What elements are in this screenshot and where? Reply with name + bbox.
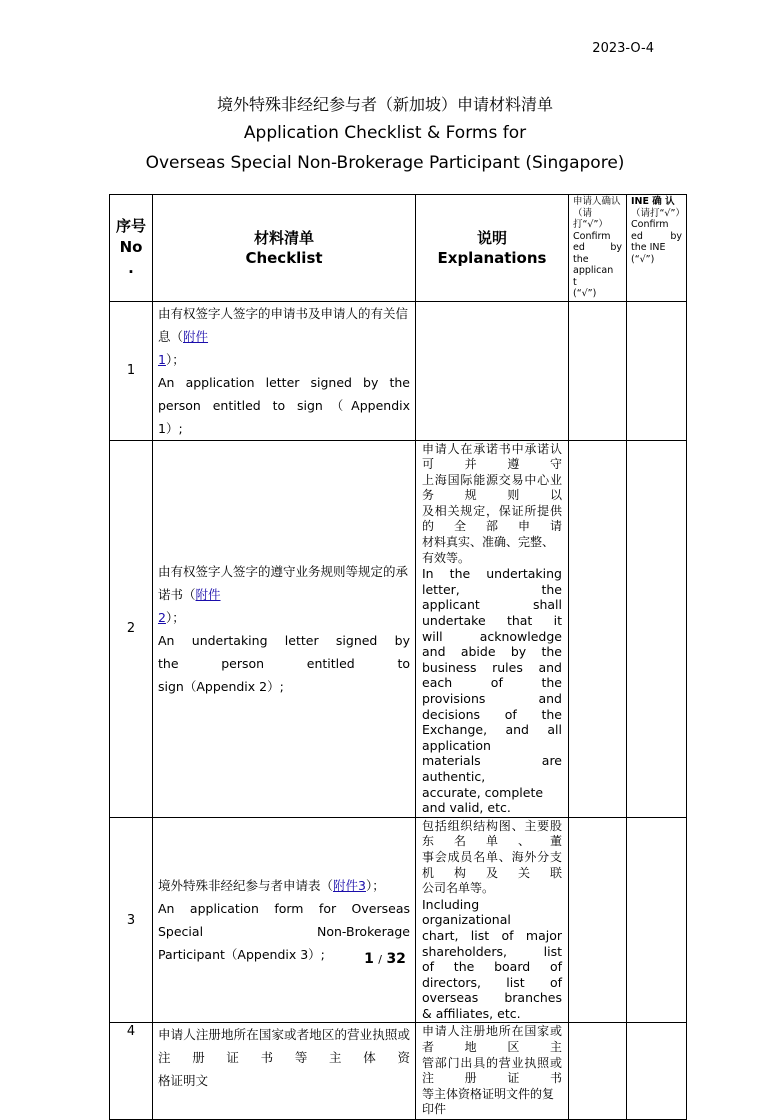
ine-confirm-cell[interactable] (627, 1023, 687, 1120)
ine-confirm-cell[interactable] (627, 301, 687, 440)
checklist-cn-end: ）； (365, 878, 385, 894)
appendix-3-link[interactable]: 附件3 (333, 878, 366, 894)
explanation-en-line: & affiliates, etc. (422, 1005, 521, 1021)
appendix-2-link[interactable]: 附件 (195, 586, 221, 602)
applicant-confirm-cell[interactable] (569, 1023, 627, 1120)
explanation-en-line: business rules and (422, 659, 562, 675)
header-explanations (416, 195, 569, 302)
header-no-cn: 序号 (115, 217, 146, 236)
explanation-en-line: decisions of the (422, 706, 562, 722)
header-applicant-en-3: the (573, 253, 589, 265)
page-number: 1 (364, 951, 374, 967)
ine-confirm-cell[interactable] (627, 440, 687, 817)
checklist-en-line: Special Non-Brokerage (158, 924, 410, 940)
table-row (110, 817, 687, 1023)
title-block (0, 92, 770, 178)
explanation-en-line: and valid, etc. (422, 800, 511, 816)
explanation-cn-line: 等主体资格证明文件的复印件 (422, 1086, 555, 1117)
appendix-1-link-number[interactable]: 1 (158, 351, 166, 367)
explanation-cn-line: 及相关规定，保证所提供的全部申请 (422, 503, 562, 534)
row-number: 2 (110, 440, 153, 817)
row-number: 3 (110, 817, 153, 1023)
checklist-cn (158, 302, 410, 371)
explanation-en-line: In the undertaking (422, 566, 562, 582)
header-applicant-en-4: applican (573, 265, 614, 276)
explanation-en-line: application (422, 737, 491, 753)
header-checklist (153, 195, 416, 302)
applicant-confirm-cell[interactable] (569, 301, 627, 440)
header-no (110, 195, 153, 302)
explanation-en-line: undertake that it (422, 613, 562, 629)
header-applicant-en-1: Confirm (573, 230, 611, 242)
checklist-cell (153, 301, 416, 440)
page-total: 32 (386, 951, 406, 967)
checklist-en-line: Participant（Appendix 3）; (158, 947, 325, 963)
table-row (110, 440, 687, 817)
checklist-cell (153, 440, 416, 817)
header-checklist-cn: 材料清单 (253, 228, 314, 247)
checklist-cell (153, 817, 416, 1023)
title-english-line-1: Application Checklist & Forms for (243, 123, 527, 143)
applicant-confirm-cell[interactable] (569, 817, 627, 1023)
checklist-cn-end: ）； (165, 351, 185, 367)
header-row (110, 195, 687, 302)
row-number: 4 (110, 1023, 153, 1120)
header-applicant-confirm (569, 195, 627, 302)
checklist-cn-text: 由有权签字人签字的申请书及申请人的有关信息（ (158, 305, 409, 344)
header-checklist-en: Checklist (245, 248, 323, 267)
explanation-en-line: and abide by the (422, 644, 562, 660)
title-chinese: 境外特殊非经纪参与者（新加坡）申请材料清单 (216, 95, 553, 114)
explanation-cell (416, 817, 569, 1023)
explanation-cn-line: 上海国际能源交易中心业务规则以 (422, 472, 562, 503)
row-number: 1 (110, 301, 153, 440)
checklist-en-line: 1）; (158, 420, 183, 436)
explanation-en-line: accurate, complete (422, 784, 544, 800)
explanation-cn-line: 管部门出具的营业执照或注册证书 (422, 1055, 562, 1086)
explanation-cn-line: 包括组织结构图、主要股东名单、董 (422, 818, 562, 849)
checklist-cn-line: 申请人注册地所在国家或者地区的营业执照或注册证书等主体资 (158, 1027, 410, 1066)
explanation-en-line: authentic, (422, 768, 486, 784)
appendix-1-link[interactable]: 附件 (183, 328, 209, 344)
header-no-en: No (119, 238, 143, 257)
checklist-cn-text: 境外特殊非经纪参与者申请表（ (158, 878, 334, 894)
explanation-en-line: each of the (422, 675, 562, 691)
explanation-en-line: Including (422, 896, 480, 912)
explanation-cn-line: 申请人注册地所在国家或者地区主 (422, 1024, 562, 1055)
page-separator: / (378, 953, 382, 966)
checklist-table (109, 194, 687, 1120)
explanation-cell (416, 301, 569, 440)
explanation-cn-line: 公司名单等。 (422, 881, 495, 896)
checklist-cn-text: 由有权签字人签字的遵守业务规则等规定的承诺书（ (158, 563, 409, 602)
checklist-en-line: person entitled to sign（Appendix (158, 397, 410, 413)
checklist-en-line: An undertaking letter signed by (158, 632, 410, 648)
explanation-en-line: overseas branches (422, 990, 562, 1006)
explanation-en-line: organizational (422, 912, 511, 928)
ine-confirm-cell[interactable] (627, 817, 687, 1023)
explanation-cn-line: 事会成员名单、海外分支机构及关联 (422, 849, 562, 880)
applicant-confirm-cell[interactable] (569, 440, 627, 817)
header-explanations-en: Explanations (437, 248, 547, 267)
table-row (110, 1023, 687, 1120)
header-ine-en-4: (“√”) (631, 253, 655, 265)
checklist-cell (153, 1023, 416, 1120)
explanation-en-line: will acknowledge (422, 628, 562, 644)
header-ine-confirm (627, 195, 687, 302)
header-applicant-cn: 申请人确认（请打“√”） (573, 196, 621, 230)
checklist-cn-end: ）； (165, 609, 185, 625)
header-applicant-en-5: t (573, 276, 577, 288)
header-applicant-en-2: ed by (573, 242, 622, 253)
checklist-cn (158, 874, 410, 897)
explanation-en-line: letter, the (422, 581, 562, 597)
header-explanations-cn: 说明 (476, 228, 507, 247)
header-applicant-en-6: (“√”) (573, 288, 597, 299)
checklist-en-line: An application letter signed by the (158, 374, 410, 390)
header-ine-cn-1: INE 确 认 (631, 196, 675, 207)
explanation-en-line: provisions and (422, 691, 562, 706)
header-no-dot: . (128, 259, 134, 278)
explanation-en-line: directors, list of (422, 974, 562, 990)
explanation-en-line: chart, list of major (422, 927, 562, 943)
checklist-cn-line: 格证明文 (158, 1073, 209, 1089)
page-footer (0, 951, 770, 967)
header-ine-cn-2: （请打“√”） (631, 207, 685, 219)
explanation-cell (416, 440, 569, 817)
explanation-en-line: shareholders, list (422, 943, 562, 959)
header-ine-en-1: Confirm (631, 219, 669, 230)
table-row (110, 301, 687, 440)
checklist-cn (158, 560, 410, 629)
explanation-cn-line: 材料真实、准确、完整、有效等。 (422, 535, 555, 565)
explanation-en-line: applicant shall (422, 597, 562, 613)
explanation-en-line: of the board of (422, 959, 562, 975)
explanation-cell (416, 1023, 569, 1120)
checklist-en-line: An application form for Overseas (158, 901, 410, 917)
document-id: 2023-O-4 (592, 41, 654, 56)
title-english-line-2: Overseas Special Non-Brokerage Participant (Singapore) (145, 153, 625, 173)
checklist-en-line: sign（Appendix 2）; (158, 678, 284, 694)
checklist-en-line: the person entitled to (158, 655, 410, 671)
header-ine-en-2: ed by (631, 230, 682, 242)
explanation-en-line: materials are (422, 753, 562, 769)
explanation-en-line: Exchange, and all (422, 722, 562, 738)
explanation-cn-line: 申请人在承诺书中承诺认可并遵守 (422, 441, 562, 472)
header-ine-en-3: the INE (631, 242, 666, 253)
appendix-2-link-number[interactable]: 2 (158, 609, 166, 625)
